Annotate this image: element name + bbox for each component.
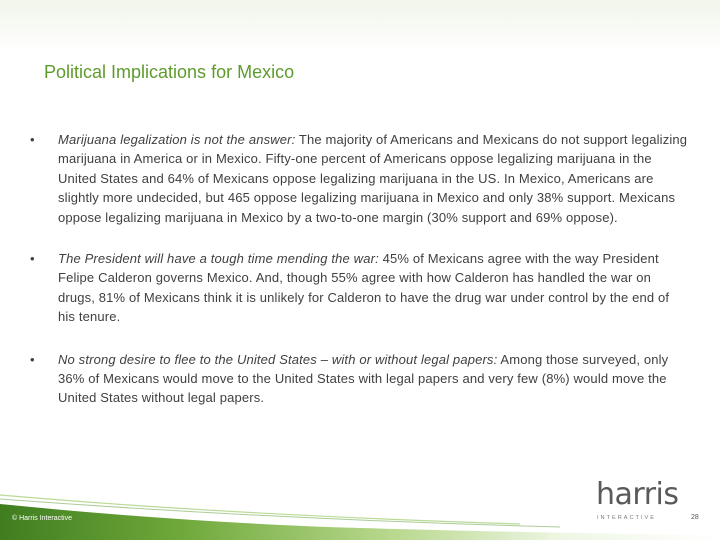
bullet-text	[58, 249, 688, 327]
logo-wordmark: harris	[596, 477, 679, 512]
bullet-body: The majority of Americans and Mexicans do not support legalizing marijuana in America or in Mexico. Fifty-one percent of Americans oppose legalizing marijuana in the United States and 64% of Mexicans oppose legalizing marijuana in the US. In Mexico, Americans are slightly more undecided, but 465 oppose legalizing marijuana in Mexico and only 38% support. Mexicans oppose legalizing marijuana in Mexico by a two-to-one margin (30% support and 69% oppose).	[58, 132, 688, 225]
bullet-icon: •	[30, 351, 35, 367]
copyright-text: © Harris Interactive	[12, 515, 73, 522]
bullet-icon: •	[30, 132, 35, 147]
bullet-icon: •	[30, 251, 35, 267]
bullet-text	[58, 130, 688, 227]
bullet-lead: Marijuana legalization is not the answer:	[58, 132, 296, 147]
bullet-lead: The President will have a tough time mending the war:	[58, 251, 379, 267]
logo-subtext: INTERACTIVE	[597, 515, 656, 521]
bullet-item-president	[30, 249, 690, 327]
bullet-lead: No strong desire to flee to the United States – with or without legal papers:	[58, 351, 498, 367]
bullet-item-marijuana	[30, 130, 690, 227]
top-gradient-band	[0, 0, 720, 52]
slide-title: Political Implications for Mexico	[44, 62, 295, 82]
bullet-body: 45% of Mexicans agree with the way President Felipe Calderon governs Mexico. And, though 55% agree with how Calderon has handled the war on drugs, 81% of Mexicans think it is unlikely for Calderon to have the drug war under control by the end of his tenure.	[58, 251, 670, 325]
page-number: 28	[691, 514, 699, 521]
bullet-text	[58, 350, 688, 408]
bullet-list	[30, 130, 690, 430]
bullet-body: Among those surveyed, only 36% of Mexicans would move to the United States with legal papers and very few (8%) would move the United States without legal papers.	[58, 351, 669, 406]
bullet-item-migration	[30, 350, 690, 408]
harris-logo	[596, 477, 679, 524]
